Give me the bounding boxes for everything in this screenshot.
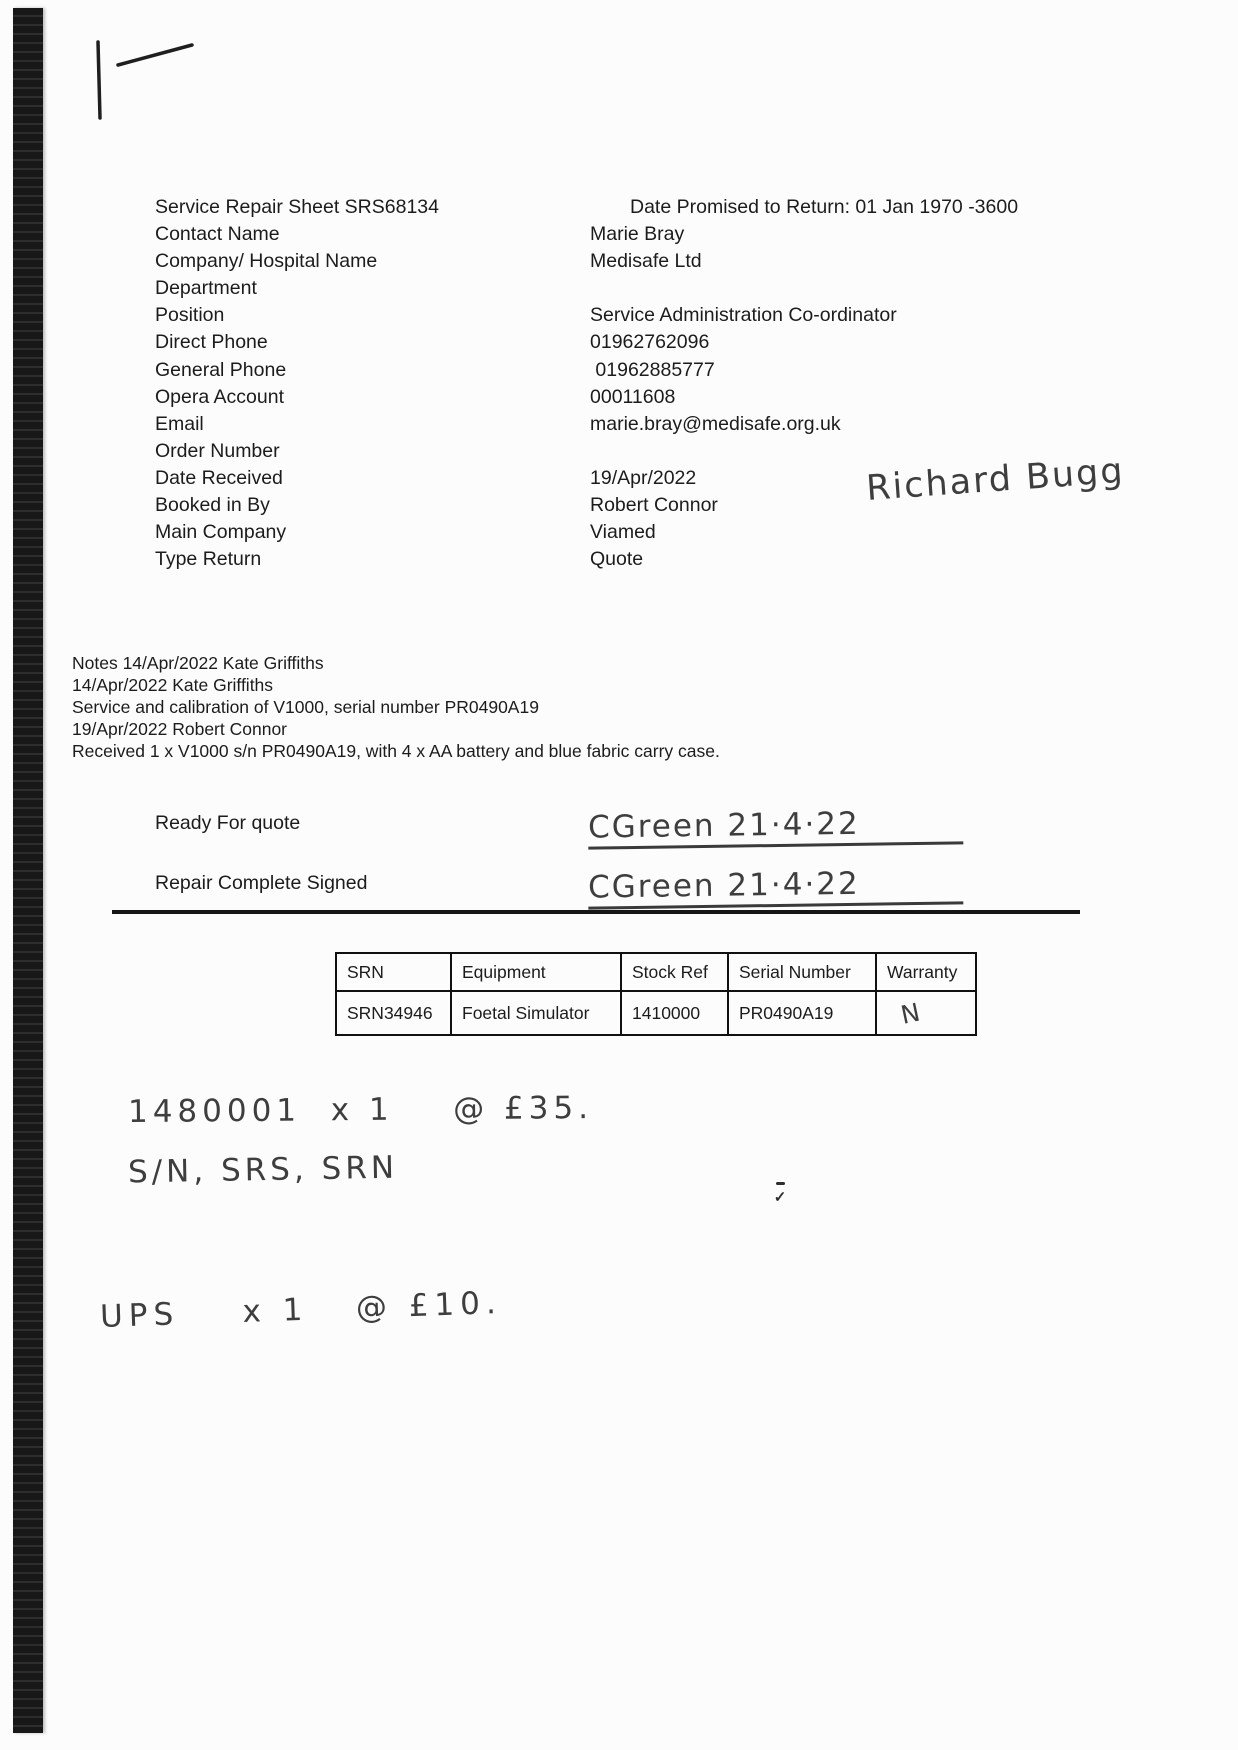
field-value: 19/Apr/2022 xyxy=(590,466,697,489)
field-label: Position xyxy=(155,304,225,327)
handwritten-warranty-mark: N xyxy=(898,996,925,1030)
field-value: Medisafe Ltd xyxy=(590,250,702,273)
equipment-table xyxy=(335,952,977,1036)
notes-line: Received 1 x V1000 s/n PR0490A19, with 4 x AA battery and blue fabric carry case. xyxy=(72,741,720,761)
ready-for-quote-label: Ready For quote xyxy=(155,812,301,834)
ready-for-quote-signature-line xyxy=(588,795,964,849)
notes-line: 14/Apr/2022 Kate Griffiths xyxy=(72,675,274,695)
field-grid xyxy=(155,194,1135,573)
check-dash xyxy=(776,1182,785,1185)
field-label: Department xyxy=(155,277,257,300)
field-label: General Phone xyxy=(155,358,287,381)
handwritten-pricing-line-1: 1480001 x 1 @ £35. xyxy=(127,1089,594,1131)
handwritten-tick-mark xyxy=(85,32,215,132)
field-label: Opera Account xyxy=(155,385,284,408)
header-stock-ref: Stock Ref xyxy=(621,953,728,991)
cell-serial-number: PR0490A19 xyxy=(728,991,876,1035)
handwritten-pricing-line-3: UPS x 1 @ £10. xyxy=(99,1284,503,1336)
notes-block xyxy=(72,652,720,762)
cell-srn: SRN34946 xyxy=(336,991,451,1035)
field-label: Email xyxy=(155,412,204,435)
table-header-row xyxy=(336,953,976,991)
field-value xyxy=(590,275,1135,302)
field-value: Viamed xyxy=(590,521,656,544)
handwritten-signature: CGreen 21·4·22 xyxy=(587,805,860,846)
header-equipment: Equipment xyxy=(451,953,621,991)
field-label: Main Company xyxy=(155,521,287,544)
field-value: Marie Bray xyxy=(590,223,685,246)
cell-equipment: Foetal Simulator xyxy=(451,991,621,1035)
cell-stock-ref: 1410000 xyxy=(621,991,728,1035)
notes-line: Service and calibration of V1000, serial number PR0490A19 xyxy=(72,697,539,717)
handwritten-reviewer-name: Richard Bugg xyxy=(864,451,1126,509)
sheet-title: Service Repair Sheet SRS68134 xyxy=(155,196,439,218)
repair-complete-label: Repair Complete Signed xyxy=(155,872,368,894)
header-warranty: Warranty xyxy=(876,953,976,991)
table-row xyxy=(336,991,976,1035)
notes-line: 19/Apr/2022 Robert Connor xyxy=(72,719,287,739)
field-value: marie.bray@medisafe.org.uk xyxy=(590,412,841,435)
field-value: Robert Connor xyxy=(590,494,718,517)
scan-binding-strip xyxy=(13,8,43,1733)
handwritten-check-mark: ✓ xyxy=(772,1182,788,1207)
field-label: Company/ Hospital Name xyxy=(155,250,378,273)
handwritten-signature: CGreen 21·4·22 xyxy=(587,865,860,906)
field-value: Quote xyxy=(590,548,644,571)
field-label: Order Number xyxy=(155,439,280,462)
field-value: 00011608 xyxy=(590,385,676,408)
header-srn: SRN xyxy=(336,953,451,991)
repair-complete-signature-line xyxy=(588,855,964,909)
field-value: Service Administration Co-ordinator xyxy=(590,304,897,327)
cell-warranty xyxy=(876,991,976,1035)
field-value: 01962762096 xyxy=(590,331,710,354)
field-label: Type Return xyxy=(155,548,262,571)
header-serial-number: Serial Number xyxy=(728,953,876,991)
section-divider xyxy=(112,910,1080,914)
field-label: Direct Phone xyxy=(155,331,268,354)
handwritten-pricing-line-2: S/N, SRS, SRN xyxy=(127,1149,399,1191)
field-label: Booked in By xyxy=(155,494,270,517)
notes-line: Notes 14/Apr/2022 Kate Griffiths xyxy=(72,653,324,673)
date-promised-value: Date Promised to Return: 01 Jan 1970 -3600 xyxy=(630,196,1019,218)
field-label: Contact Name xyxy=(155,223,280,246)
field-label: Date Received xyxy=(155,466,283,489)
field-value: 01962885777 xyxy=(590,358,715,381)
